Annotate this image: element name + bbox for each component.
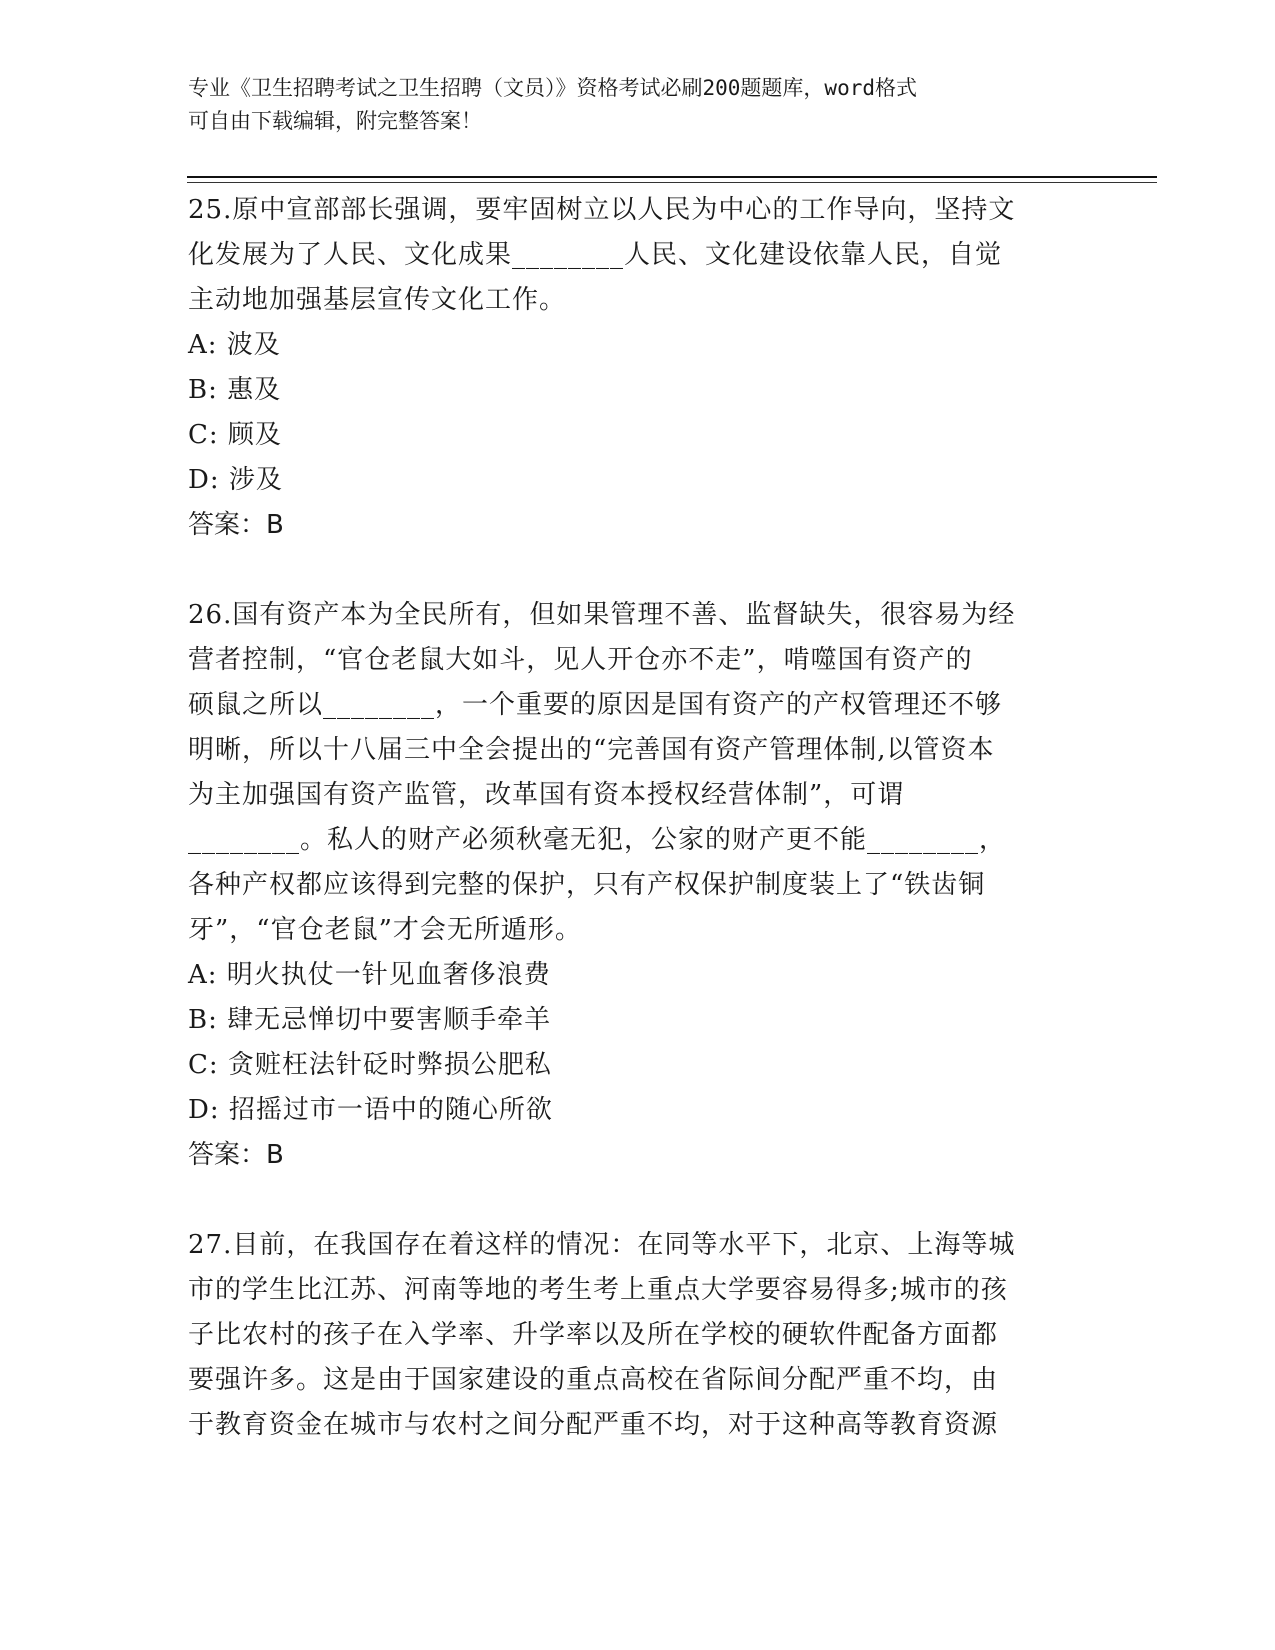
option-d: D: 涉及 <box>188 465 283 495</box>
option-d: D: 招摇过市一语中的随心所欲 <box>188 1095 553 1125</box>
question-text <box>188 188 1088 323</box>
header-line: 可自由下载编辑，附完整答案！ <box>188 109 482 133</box>
question-text <box>188 1223 1088 1448</box>
header-line: 专业《卫生招聘考试之卫生招聘（文员）》资格考试必刷200题题库，word格式 <box>188 76 917 100</box>
header-divider-thick <box>187 176 1157 178</box>
option-b: B: 惠及 <box>188 375 282 405</box>
question-line: 主动地加强基层宣传文化工作。 <box>188 285 567 315</box>
question-line: 25.原中宣部部长强调，要牢固树立以人民为中心的工作导向，坚持文 <box>188 195 1016 225</box>
question-line: 要强许多。这是由于国家建设的重点高校在省际间分配严重不均，由 <box>188 1365 999 1395</box>
question-26 <box>188 593 1088 1178</box>
question-line: 子比农村的孩子在入学率、升学率以及所在学校的硬软件配备方面都 <box>188 1320 999 1350</box>
option-c: C: 顾及 <box>188 420 282 450</box>
question-line: ________。私人的财产必须秋毫无犯，公家的财产更不能________， <box>188 825 1007 855</box>
question-line: 化发展为了人民、文化成果________人民、文化建设依靠人民，自觉 <box>188 240 1003 270</box>
question-line: 营者控制，“官仓老鼠大如斗，见人开仓亦不走”，啃噬国有资产的 <box>188 645 973 675</box>
question-line: 明晰，所以十八届三中全会提出的“完善国有资产管理体制,以管资本 <box>188 735 995 765</box>
question-25 <box>188 188 1088 548</box>
option-c: C: 贪赃枉法针砭时弊损公肥私 <box>188 1050 552 1080</box>
question-line: 硕鼠之所以________，一个重要的原因是国有资产的产权管理还不够 <box>188 690 1003 720</box>
answer-label: 答案：B <box>188 1140 284 1170</box>
option-a: A: 明火执仗一针见血奢侈浪费 <box>188 960 551 990</box>
question-line: 各种产权都应该得到完整的保护，只有产权保护制度装上了“铁齿铜 <box>188 870 986 900</box>
question-line: 为主加强国有资产监管，改革国有资本授权经营体制”，可谓 <box>188 780 905 810</box>
option-b: B: 肆无忌惮切中要害顺手牵羊 <box>188 1005 552 1035</box>
question-line: 27.目前，在我国存在着这样的情况：在同等水平下，北京、上海等城 <box>188 1230 1016 1260</box>
question-line: 26.国有资产本为全民所有，但如果管理不善、监督缺失，很容易为经 <box>188 600 1016 630</box>
page-header <box>188 72 1068 138</box>
question-27 <box>188 1223 1088 1448</box>
question-line: 于教育资金在城市与农村之间分配严重不均，对于这种高等教育资源 <box>188 1410 999 1440</box>
question-line: 市的学生比江苏、河南等地的考生考上重点大学要容易得多;城市的孩 <box>188 1275 1008 1305</box>
option-a: A: 波及 <box>188 330 281 360</box>
question-line: 牙”，“官仓老鼠”才会无所遁形。 <box>188 915 582 945</box>
answer-label: 答案：B <box>188 510 284 540</box>
header-divider-thin <box>187 182 1157 183</box>
question-list <box>188 188 1088 1493</box>
question-text <box>188 593 1088 953</box>
